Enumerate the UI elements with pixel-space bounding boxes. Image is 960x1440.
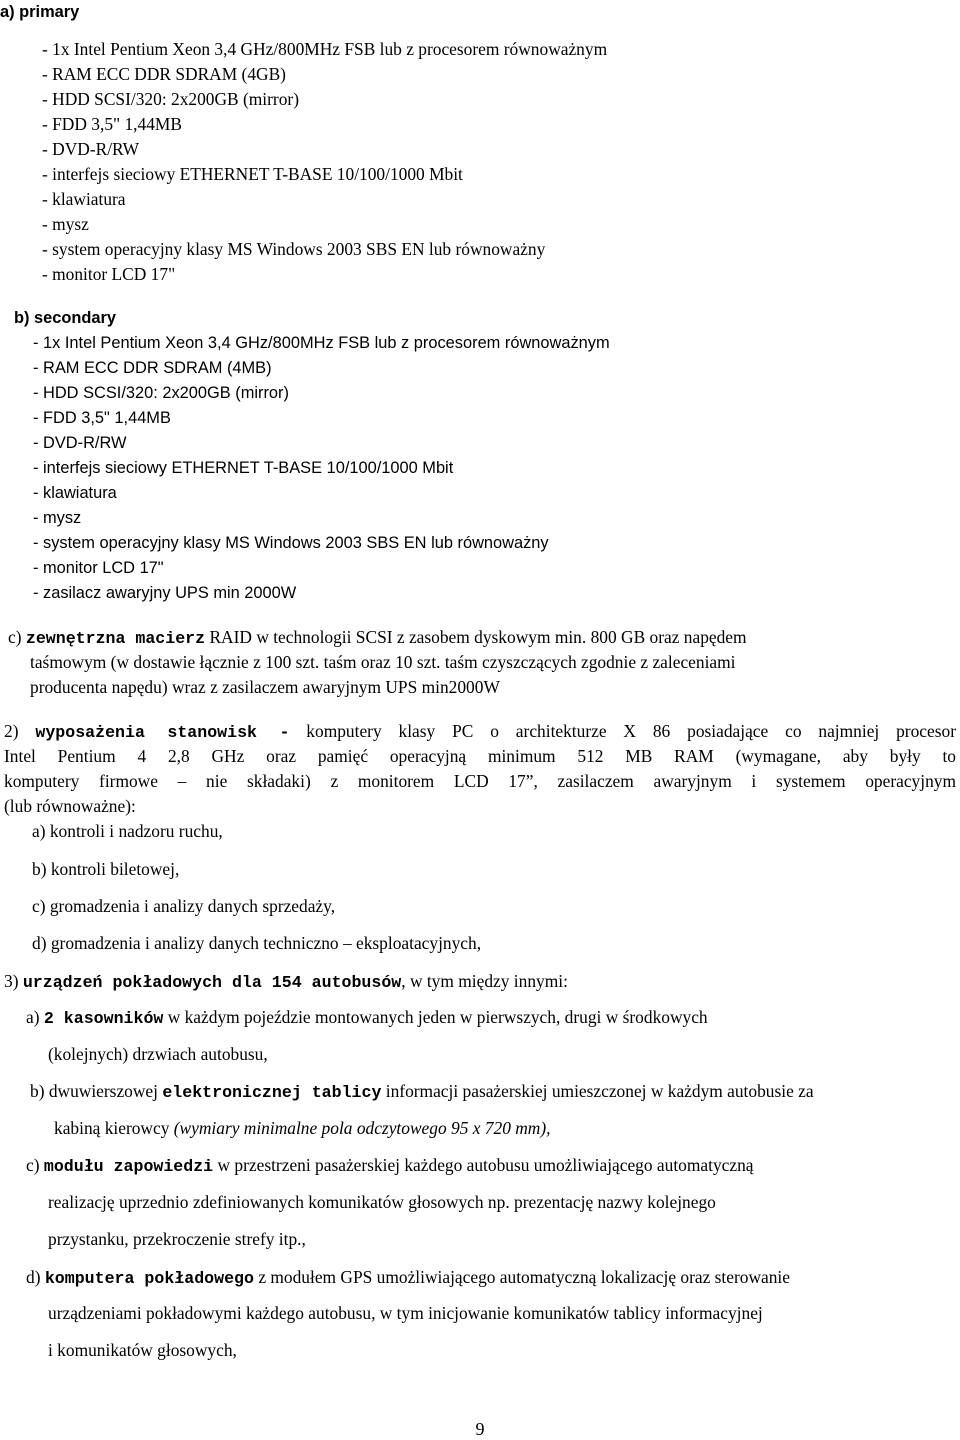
section-2-bold: wyposażenia stanowisk -	[35, 723, 290, 742]
section-2-item: c) gromadzenia i analizy danych sprzedaży,	[32, 896, 336, 916]
section-c-bold: zewnętrzna macierz	[25, 629, 206, 648]
section-3-item-c-line: realizację uprzednio zdefiniowanych komunikatów głosowych np. prezentację nazwy kolejnego	[48, 1192, 716, 1212]
spec-item: - system operacyjny klasy MS Windows 2003 SBS EN lub równoważny	[42, 239, 546, 259]
section-2-line: komputery firmowe – nie składaki) z monitorem LCD 17”, zasilaczem awaryjnym i systemem operacyjnym	[4, 771, 956, 791]
spec-item: - mysz	[33, 509, 82, 527]
spec-item: - FDD 3,5" 1,44MB	[33, 409, 171, 427]
section-3-item-a-line: (kolejnych) drzwiach autobusu,	[48, 1044, 268, 1064]
section-3-text: , w tym między innymi:	[401, 971, 568, 991]
section-c-line: taśmowym (w dostawie łącznie z 100 szt. taśm oraz 10 szt. taśm czyszczących zgodnie z zaleceniami	[30, 652, 736, 672]
item-b-italic-note: (wymiary minimalne pola odczytowego 95 x 720 mm),	[173, 1118, 551, 1138]
item-d-bold: komputera pokładowego	[44, 1269, 254, 1288]
section-2-item: d) gromadzenia i analizy danych techniczno – eksploatacyjnych,	[32, 933, 482, 953]
section-3-bold: urządzeń pokładowych dla 154 autobusów	[22, 973, 402, 992]
item-c-prefix: c)	[26, 1155, 44, 1175]
section-2-text: komputery klasy PC o architekturze X 86 posiadające co najmniej procesor	[289, 721, 956, 741]
item-b-text: kabiną kierowcy	[54, 1118, 174, 1138]
spec-item: - FDD 3,5" 1,44MB	[42, 114, 182, 134]
item-d-text: z modułem GPS umożliwiającego automatyczną lokalizację oraz sterowanie	[253, 1267, 790, 1287]
item-a-prefix: a)	[26, 1007, 44, 1027]
item-a-bold: 2 kasowników	[43, 1009, 164, 1028]
spec-item: - interfejs sieciowy ETHERNET T-BASE 10/100/1000 Mbit	[42, 164, 463, 184]
item-b-prefix: b) dwuwierszowej	[30, 1081, 163, 1101]
spec-item: - HDD SCSI/320: 2x200GB (mirror)	[33, 384, 289, 402]
item-c-text: w przestrzeni pasażerskiej każdego autobusu umożliwiającego automatyczną	[213, 1155, 754, 1175]
section-a-heading: a) primary	[0, 3, 80, 21]
section-c-text: RAID w technologii SCSI z zasobem dyskowym min. 800 GB oraz napędem	[205, 627, 747, 647]
item-b-bold: elektronicznej tablicy	[162, 1083, 382, 1102]
item-c-bold: modułu zapowiedzi	[43, 1157, 214, 1176]
section-3-item-c	[26, 1154, 754, 1178]
section-3-item-d	[26, 1266, 790, 1290]
section-3-item-a	[26, 1006, 708, 1030]
spec-item: - zasilacz awaryjny UPS min 2000W	[33, 584, 297, 602]
spec-item: - DVD-R/RW	[42, 139, 140, 159]
section-3-item-d-line: i komunikatów głosowych,	[48, 1340, 237, 1360]
spec-item: - RAM ECC DDR SDRAM (4MB)	[33, 359, 272, 377]
section-2-line: (lub równoważne):	[4, 796, 136, 816]
section-3-item-c-line: przystanku, przekroczenie strefy itp.,	[48, 1229, 306, 1249]
spec-item: - klawiatura	[33, 484, 117, 502]
spec-item: - DVD-R/RW	[33, 434, 127, 452]
section-3-heading	[4, 970, 568, 994]
section-c-line	[8, 626, 747, 650]
section-c-prefix: c)	[8, 627, 26, 647]
section-2-prefix: 2)	[4, 721, 36, 741]
section-c-line: producenta napędu) wraz z zasilaczem awaryjnym UPS min2000W	[30, 677, 500, 697]
section-3-item-b-line	[54, 1117, 551, 1139]
section-2-line: Intel Pentium 4 2,8 GHz oraz pamięć operacyjną minimum 512 MB RAM (wymagane, aby były to	[4, 746, 956, 766]
spec-item: - 1x Intel Pentium Xeon 3,4 GHz/800MHz FSB lub z procesorem równoważnym	[42, 39, 608, 59]
item-b-text: informacji pasażerskiej umieszczonej w każdym autobusie za	[381, 1081, 814, 1101]
spec-item: - 1x Intel Pentium Xeon 3,4 GHz/800MHz FSB lub z procesorem równoważnym	[33, 334, 610, 352]
section-2-item: b) kontroli biletowej,	[32, 859, 180, 879]
section-b-heading: b) secondary	[14, 309, 117, 327]
section-3-prefix: 3)	[4, 971, 23, 991]
item-d-prefix: d)	[26, 1267, 45, 1287]
spec-item: - mysz	[42, 214, 89, 234]
spec-item: - RAM ECC DDR SDRAM (4GB)	[42, 64, 286, 84]
spec-item: - klawiatura	[42, 189, 126, 209]
item-a-text: w każdym pojeździe montowanych jeden w pierwszych, drugi w środkowych	[163, 1007, 708, 1027]
section-2-line	[4, 720, 956, 744]
spec-item: - system operacyjny klasy MS Windows 2003 SBS EN lub równoważny	[33, 534, 549, 552]
section-2-item: a) kontroli i nadzoru ruchu,	[32, 821, 223, 841]
section-3-item-b	[30, 1080, 814, 1104]
spec-item: - monitor LCD 17"	[33, 559, 164, 577]
spec-item: - monitor LCD 17"	[42, 264, 176, 284]
section-3-item-d-line: urządzeniami pokładowymi każdego autobusu, w tym inicjowanie komunikatów tablicy informacyjnej	[48, 1303, 763, 1323]
spec-item: - HDD SCSI/320: 2x200GB (mirror)	[42, 89, 299, 109]
page-number: 9	[475, 1419, 485, 1439]
spec-item: - interfejs sieciowy ETHERNET T-BASE 10/100/1000 Mbit	[33, 459, 454, 477]
